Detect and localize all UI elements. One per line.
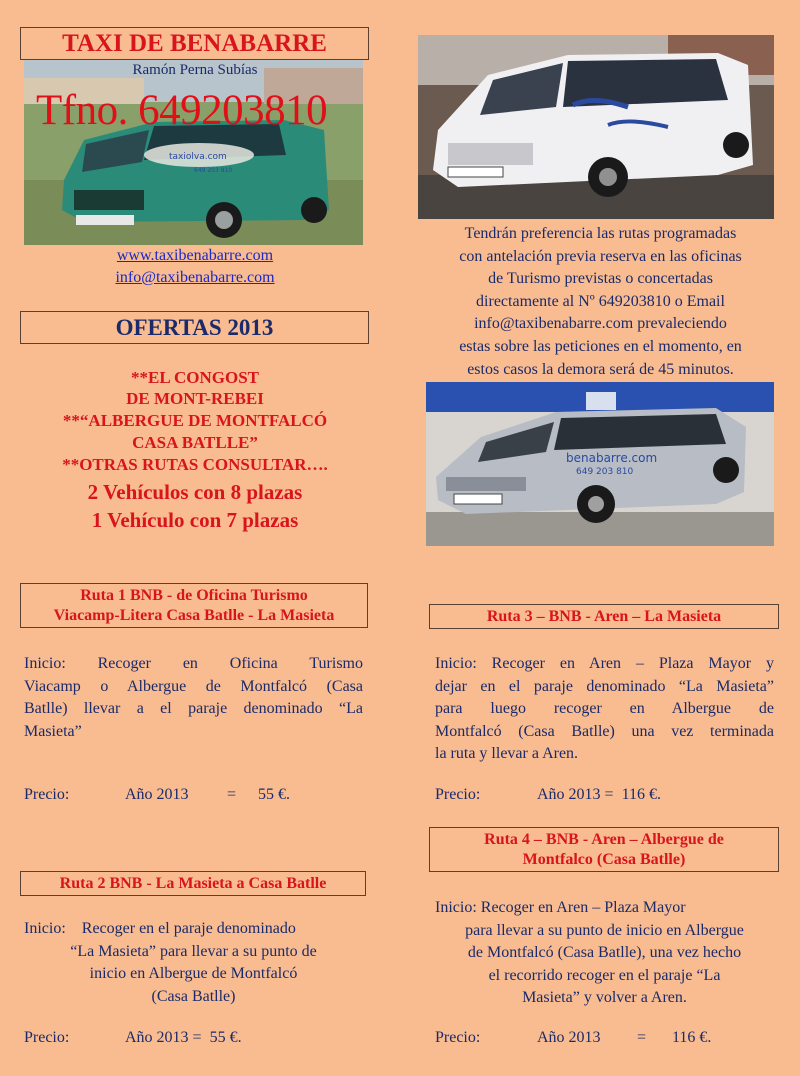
route1-price-label: Precio: [24, 786, 70, 803]
route1-price-eq: = [227, 786, 237, 803]
route2-line: inicio en Albergue de Montfalcó [89, 965, 298, 983]
vehicles-line: 2 Vehículos con 8 plazas [87, 480, 303, 504]
route4-price-label: Precio: [435, 1029, 481, 1046]
route1-title-box [20, 583, 368, 628]
preference-line: de Turismo previstas o concertadas [488, 270, 713, 288]
route2-title-box [20, 871, 366, 896]
van3-phone-text: 649 203 810 [576, 467, 634, 477]
route4-line: Masieta” y volver a Aren. [522, 989, 687, 1007]
preference-line: directamente al Nº 649203810 o Email [476, 292, 725, 310]
route4-body [435, 897, 774, 1010]
van3-brand-text: benabarre.com [566, 451, 658, 465]
route1-line: Batlle) llevar a el paraje denominado “La [24, 700, 363, 718]
offer-line: **“ALBERGUE DE MONTFALCÓ [62, 411, 328, 430]
route2-body [24, 918, 363, 1008]
preference-line: con antelación previa reserva en las oficinas [459, 247, 742, 265]
route4-price-year: Año 2013 [537, 1029, 601, 1046]
offer-line: CASA BATLLE” [132, 433, 258, 452]
route2-price-label: Precio: [24, 1029, 70, 1046]
preference-line: Tendrán preferencia las rutas programadas [464, 225, 737, 242]
photo-silver-van [426, 382, 774, 546]
route4-price-eq: = [637, 1029, 647, 1046]
route1-line: Masieta” [24, 722, 82, 740]
route4-title-box [429, 827, 779, 872]
route1-body [24, 653, 363, 743]
email-link[interactable]: info@taxibenabarre.com [115, 269, 275, 286]
route3-title: Ruta 3 – BNB - Aren – La Masieta [486, 608, 722, 625]
route4-price-value: 116 €. [672, 1029, 712, 1046]
offer-line: **OTRAS RUTAS CONSULTAR…. [62, 455, 328, 474]
route4-title: Montfalco (Casa Batlle) [522, 851, 686, 868]
route1-price-value: 55 €. [258, 786, 290, 803]
route3-line: Inicio: Recoger en Aren – Plaza Mayor y [435, 655, 774, 672]
route3-line: para luego recoger en Albergue de [435, 700, 774, 718]
route3-line: la ruta y llevar a Aren. [435, 745, 579, 763]
route4-line: el recorrido recoger en el paraje “La [488, 966, 721, 984]
preference-line: estos casos la demora será de 45 minutos. [467, 360, 734, 378]
van1-brand-text: taxiolva.com [169, 152, 227, 162]
route3-body [435, 653, 774, 766]
vehicles-line: 1 Vehículo con 7 plazas [91, 508, 299, 532]
preference-line: estas sobre las peticiones en el momento, en [459, 337, 742, 355]
route3-line: Montfalcó (Casa Batlle) una vez terminada [435, 722, 774, 740]
route4-title: Ruta 4 – BNB - Aren – Albergue de [484, 831, 724, 848]
route1-title: Viacamp-Litera Casa Batlle - La Masieta [53, 607, 335, 624]
ofertas-box [20, 311, 369, 344]
route4-line: Inicio: Recoger en Aren – Plaza Mayor [435, 899, 686, 916]
preference-paragraph [418, 223, 783, 381]
title-box [20, 27, 369, 60]
route3-line: dejar en el paraje denominado “La Masieta” [435, 677, 774, 695]
photo-white-van [418, 35, 774, 219]
phone-number: Tfno. 649203810 [36, 87, 328, 134]
route2-line: Inicio: Recoger en el paraje denominado [24, 920, 296, 937]
ofertas-title: OFERTAS 2013 [115, 315, 274, 340]
owner-name: Ramón Perna Subías [132, 62, 258, 78]
route2-line: “La Masieta” para llevar a su punto de [70, 942, 317, 960]
route1-title: Ruta 1 BNB - de Oficina Turismo [80, 587, 308, 604]
route3-price-label: Precio: [435, 786, 481, 803]
route1-line: Viacamp o Albergue de Montfalcó (Casa [24, 677, 363, 695]
route2-line: (Casa Batlle) [151, 987, 236, 1005]
van1-phone-text: 649 203 810 [194, 167, 233, 174]
preference-line: info@taxibenabarre.com prevaleciendo [474, 315, 727, 333]
route2-price-text: Año 2013 = 55 €. [125, 1029, 242, 1046]
route1-line: Inicio: Recoger en Oficina Turismo [24, 655, 363, 672]
website-link[interactable]: www.taxibenabarre.com [116, 247, 274, 264]
route4-line: de Montfalcó (Casa Batlle), una vez hecho [467, 944, 742, 962]
route4-line: para llevar a su punto de inicio en Albergue [465, 921, 744, 939]
route2-title: Ruta 2 BNB - La Masieta a Casa Batlle [59, 875, 327, 892]
offer-line: DE MONT-REBEI [126, 389, 264, 408]
route1-price-year: Año 2013 [125, 786, 189, 803]
route3-title-box [429, 604, 779, 629]
route3-price-text: Año 2013 = 116 €. [537, 786, 661, 803]
offer-line: **EL CONGOST [130, 368, 259, 387]
page-title: TAXI DE BENABARRE [62, 30, 327, 57]
